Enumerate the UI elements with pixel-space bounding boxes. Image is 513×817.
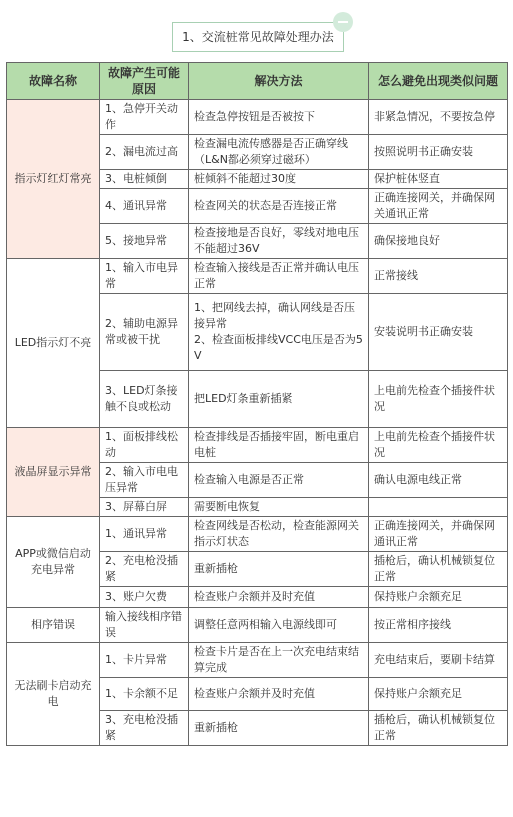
- method-cell: 检查急停按钮是否被按下: [189, 100, 369, 135]
- avoid-cell: 非紧急情况，不要按急停: [369, 100, 508, 135]
- avoid-cell: [369, 498, 508, 517]
- method-cell: 检查接地是否良好，零线对地电压不能超过36V: [189, 224, 369, 259]
- method-cell: 检查排线是否插接牢固，断电重启电桩: [189, 428, 369, 463]
- cause-cell: 1、输入市电异常: [100, 259, 189, 294]
- method-cell: 检查输入接线是否正常并确认电压正常: [189, 259, 369, 294]
- fault-name-cell: 液晶屏显示异常: [7, 428, 100, 517]
- cause-cell: 1、卡片异常: [100, 643, 189, 678]
- title-banner: [0, 0, 513, 62]
- method-cell: 需要断电恢复: [189, 498, 369, 517]
- cause-cell: 输入接线相序错误: [100, 608, 189, 643]
- cause-cell: 2、辅助电源异常或被干扰: [100, 294, 189, 371]
- avoid-cell: 插枪后，确认机械锁复位正常: [369, 711, 508, 746]
- avoid-cell: 正常接线: [369, 259, 508, 294]
- avoid-cell: 确认电源电线正常: [369, 463, 508, 498]
- fault-name-cell: 无法刷卡启动充电: [7, 643, 100, 746]
- fault-name-cell: 指示灯红灯常亮: [7, 100, 100, 259]
- table-row: [7, 428, 508, 463]
- avoid-cell: 保持账户余额充足: [369, 587, 508, 608]
- method-cell: 1、把网线去掉，确认网线是否压接异常 2、检查面板排线VCC电压是否为5V: [189, 294, 369, 371]
- method-cell: 检查输入电源是否正常: [189, 463, 369, 498]
- method-cell: 检查账户余额并及时充值: [189, 587, 369, 608]
- cause-cell: 5、接地异常: [100, 224, 189, 259]
- method-cell: 检查账户余额并及时充值: [189, 678, 369, 711]
- avoid-cell: 确保接地良好: [369, 224, 508, 259]
- avoid-cell: 安装说明书正确安装: [369, 294, 508, 371]
- decorative-circle-icon: [333, 12, 353, 32]
- table-row: [7, 643, 508, 678]
- table-row: [7, 259, 508, 294]
- method-cell: 检查网关的状态是否连接正常: [189, 189, 369, 224]
- table-header-row: [7, 63, 508, 100]
- cause-cell: 3、屏幕白屏: [100, 498, 189, 517]
- cause-cell: 2、漏电流过高: [100, 135, 189, 170]
- cause-cell: 4、通讯异常: [100, 189, 189, 224]
- avoid-cell: 上电前先检查个插接件状况: [369, 428, 508, 463]
- fault-table: [6, 62, 508, 746]
- fault-name-cell: APP或微信启动充电异常: [7, 517, 100, 608]
- method-cell: 检查卡片是否在上一次充电结束结算完成: [189, 643, 369, 678]
- cause-cell: 1、面板排线松动: [100, 428, 189, 463]
- table-row: [7, 608, 508, 643]
- cause-cell: 3、电桩倾倒: [100, 170, 189, 189]
- header-method: 解决方法: [189, 63, 369, 100]
- table-body: [7, 100, 508, 746]
- header-cause: 故障产生可能原因: [100, 63, 189, 100]
- method-cell: 桩倾斜不能超过30度: [189, 170, 369, 189]
- header-avoid: 怎么避免出现类似问题: [369, 63, 508, 100]
- avoid-cell: 充电结束后，要刷卡结算: [369, 643, 508, 678]
- header-fault-name: 故障名称: [7, 63, 100, 100]
- fault-name-cell: LED指示灯不亮: [7, 259, 100, 428]
- method-cell: 重新插枪: [189, 552, 369, 587]
- avoid-cell: 上电前先检查个插接件状况: [369, 371, 508, 428]
- table-row: [7, 100, 508, 135]
- table-row: [7, 517, 508, 552]
- method-cell: 检查网线是否松动，检查能源网关指示灯状态: [189, 517, 369, 552]
- avoid-cell: 按正常相序接线: [369, 608, 508, 643]
- avoid-cell: 按照说明书正确安装: [369, 135, 508, 170]
- avoid-cell: 正确连接网关，并确保网关通讯正常: [369, 189, 508, 224]
- avoid-cell: 保持账户余额充足: [369, 678, 508, 711]
- cause-cell: 3、充电枪没插紧: [100, 711, 189, 746]
- fault-name-cell: 相序错误: [7, 608, 100, 643]
- avoid-cell: 插枪后，确认机械锁复位正常: [369, 552, 508, 587]
- method-cell: 重新插枪: [189, 711, 369, 746]
- cause-cell: 1、通讯异常: [100, 517, 189, 552]
- cause-cell: 1、卡余额不足: [100, 678, 189, 711]
- avoid-cell: 正确连接网关，并确保网通讯正常: [369, 517, 508, 552]
- method-cell: 检查漏电流传感器是否正确穿线（L&N都必须穿过磁环）: [189, 135, 369, 170]
- cause-cell: 1、急停开关动作: [100, 100, 189, 135]
- cause-cell: 2、输入市电电压异常: [100, 463, 189, 498]
- page-title: 1、交流桩常见故障处理办法: [182, 30, 334, 44]
- cause-cell: 3、LED灯条接触不良或松动: [100, 371, 189, 428]
- method-cell: 调整任意两相输入电源线即可: [189, 608, 369, 643]
- method-cell: 把LED灯条重新插紧: [189, 371, 369, 428]
- cause-cell: 3、账户欠费: [100, 587, 189, 608]
- cause-cell: 2、充电枪没插紧: [100, 552, 189, 587]
- title-box: [172, 22, 344, 52]
- avoid-cell: 保护桩体竖直: [369, 170, 508, 189]
